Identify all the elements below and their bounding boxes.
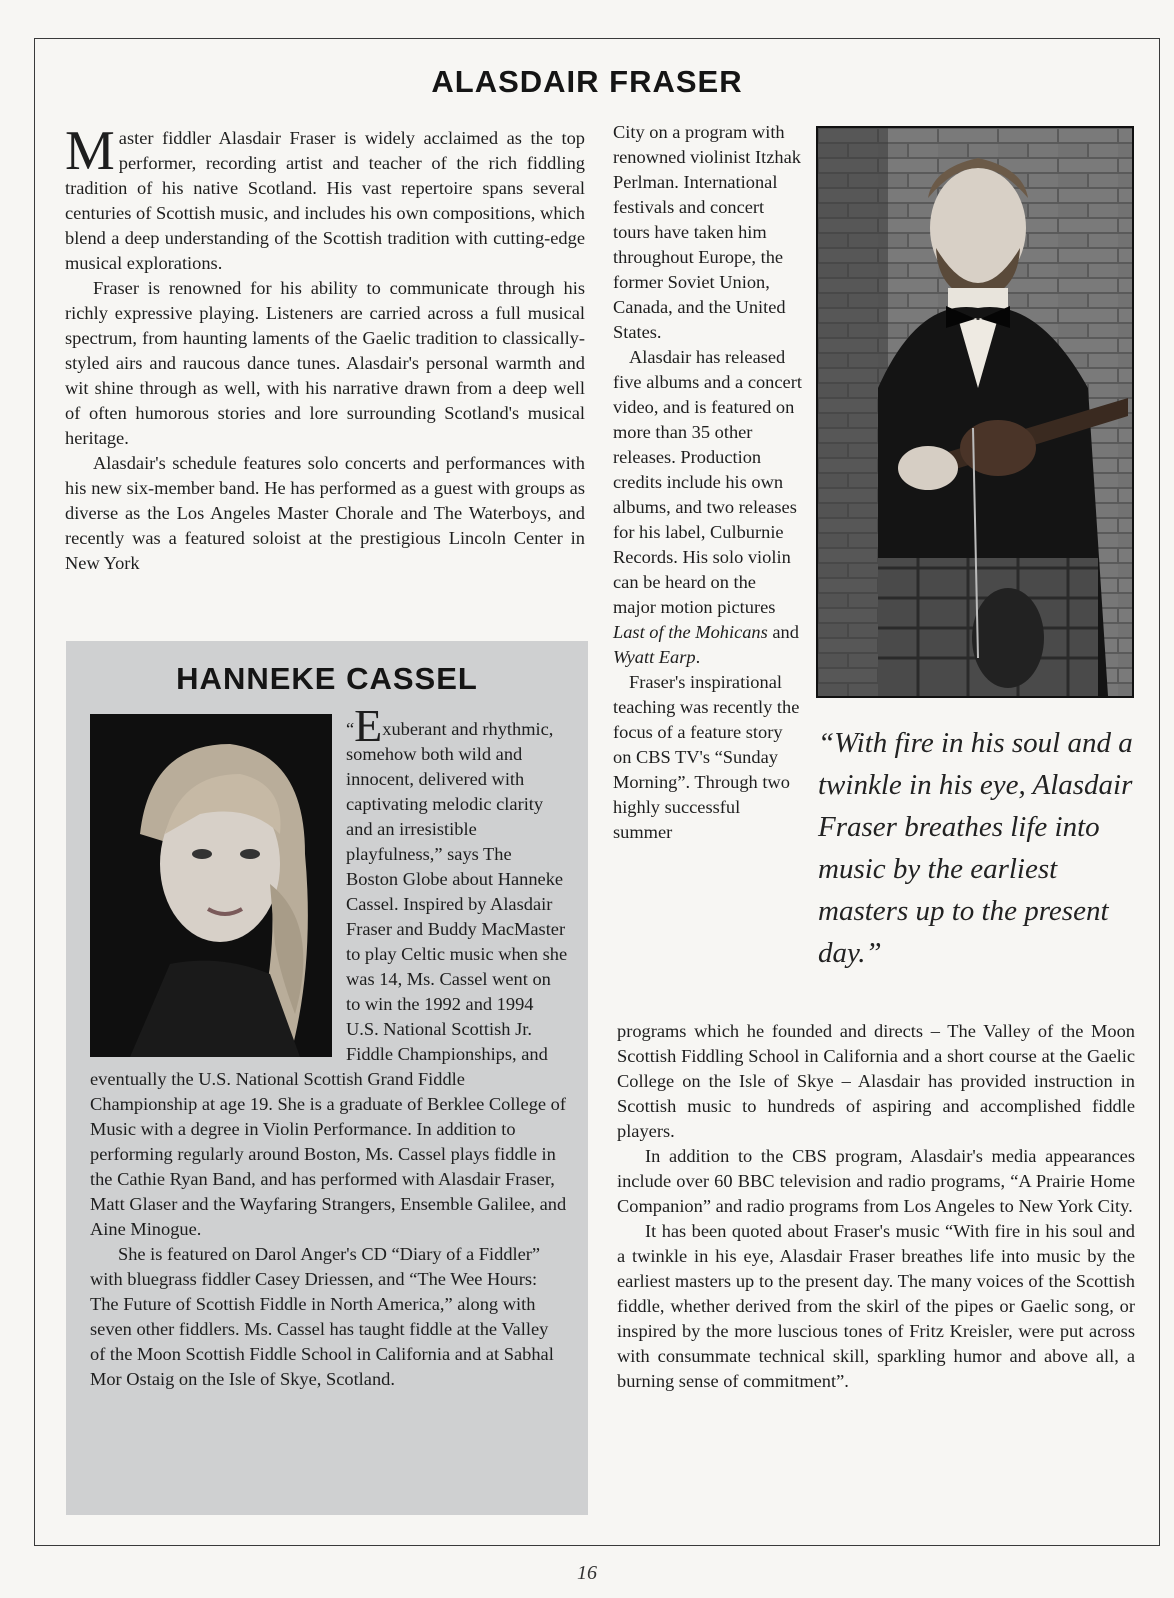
article-lower-right bbox=[617, 1019, 1135, 1394]
cassel-portrait-image bbox=[90, 714, 332, 1057]
paragraph-3: Alasdair's schedule features solo concerts and performances with his new six-member band. He has performed as a guest with groups as diverse as the Los Angeles Master Chorale and The Waterboys, and recently was a featured soloist at the prestigious Lincoln Center in New York bbox=[65, 453, 585, 573]
sidebar-title: HANNEKE CASSEL bbox=[176, 661, 478, 696]
sidebar-paragraph-2: She is featured on Darol Anger's CD “Diary of a Fiddler” with bluegrass fiddler Casey Driessen, and “The Wee Hours: The Future of Scottish Fiddle in North America,” along with seven other fiddlers. Ms. Cassel has taught fiddle at the Valley of the Moon Scottish Fiddle School in California and at Sabhal Mor Ostaig on the Isle of Skye, Scotland. bbox=[90, 1244, 554, 1389]
article-left-column bbox=[65, 120, 585, 576]
lower-paragraph-2: In addition to the CBS program, Alasdair's media appearances include over 60 BBC television and radio programs, “A Prairie Home Companion” and radio programs from Los Angeles to New York City. bbox=[617, 1146, 1135, 1216]
intro-text: aster fiddler Alasdair Fraser is widely acclaimed as the top performer, recording artist and teacher of the rich fiddling tradition of his native Scotland. His vast repertoire spans several centuries of Scottish music, and includes his own compositions, which blend a deep understanding of the Scottish tradition with cutting-edge musical explorations. bbox=[65, 128, 585, 273]
film-title-1: Last of the Mohicans bbox=[613, 622, 768, 642]
alasdair-fraser-photo bbox=[816, 126, 1134, 698]
column2-paragraph-b bbox=[613, 345, 803, 670]
open-quote: “ bbox=[346, 719, 355, 739]
film-title-2: Wyatt Earp bbox=[613, 647, 696, 667]
sidebar-body bbox=[90, 700, 568, 1392]
column2-paragraph-a: City on a program with renowned violinist Itzhak Perlman. International festivals and concert tours have taken him throughout Europe, the former Soviet Union, Canada, and the United States. bbox=[613, 122, 801, 342]
drop-cap: M bbox=[65, 120, 115, 182]
sidebar-paragraph-1-text: xuberant and rhythmic, somehow both wild and innocent, delivered with captivating melodic clarity and an irresistible playfulness,” says The Boston Globe about Hanneke Cassel. Inspired by Alasdair Fraser and Buddy MacMaster to play Celtic music when she was 14, Ms. Cassel went on to win the 1992 and 1994 U.S. National Scottish Jr. Fiddle Championships, and eventually the U.S. National Scottish Grand Fiddle Championship at age 19. She is a graduate of Berklee College of Music with a degree in Violin Performance. In addition to performing regularly around Boston, Ms. Cassel plays fiddle in the Cathie Ryan Band, and has performed with Alasdair Fraser, Matt Glaser and the Wayfaring Strangers, Ensemble Galilee, and Aine Minogue. bbox=[90, 719, 568, 1239]
page-number: 16 bbox=[577, 1562, 597, 1584]
article-middle-column bbox=[613, 120, 803, 845]
intro-paragraph bbox=[65, 120, 585, 276]
fiddler-portrait-image bbox=[818, 128, 1132, 696]
column2-b-end: . bbox=[695, 647, 701, 667]
column2-b-text: Alasdair has released five albums and a concert video, and is featured on more than 35 other releases. Production credits include his own albums, and two releases for his label, Culburnie Records. His solo violin can be heard on the major motion pictures bbox=[613, 347, 802, 617]
big-letter: E bbox=[354, 700, 383, 751]
article-title: ALASDAIR FRASER bbox=[431, 64, 743, 99]
lower-paragraph-1: programs which he founded and directs – The Valley of the Moon Scottish Fiddling School in California and a short course at the Gaelic College on the Isle of Skye – Alasdair has provided instruction in Scottish music to hundreds of aspiring and accomplished fiddle players. bbox=[617, 1021, 1135, 1141]
hanneke-cassel-sidebar bbox=[66, 641, 588, 1515]
column2-b-and: and bbox=[767, 622, 799, 642]
hanneke-cassel-photo bbox=[90, 714, 332, 1057]
pull-quote: “With fire in his soul and a twinkle in his eye, Alasdair Fraser breathes life into music by the earliest masters up to the present day.” bbox=[818, 727, 1133, 969]
lower-paragraph-3: It has been quoted about Fraser's music “With fire in his soul and a twinkle in his eye, Alasdair Fraser breathes life into music by the earliest masters up to the present day. The many voices of the Scottish fiddle, whether derived from the skirl of the pipes or Gaelic song, or inspired by the more luscious tones of Fritz Kreisler, were put across with consummate technical skill, sparkling humor and above all, a burning sense of commitment”. bbox=[617, 1221, 1135, 1391]
column2-paragraph-c: Fraser's inspirational teaching was recently the focus of a feature story on CBS TV's “Sunday Morning”. Through two highly successful summer bbox=[613, 672, 800, 842]
paragraph-2: Fraser is renowned for his ability to communicate through his richly expressive playing. Listeners are carried across a full musical spectrum, from haunting laments of the Gaelic tradition to classically-styled airs and raucous dance tunes. Alasdair's personal warmth and wit shine through as well, with his narrative drawn from a deep well of often humorous stories and lore surrounding Scotland's musical heritage. bbox=[65, 278, 585, 448]
